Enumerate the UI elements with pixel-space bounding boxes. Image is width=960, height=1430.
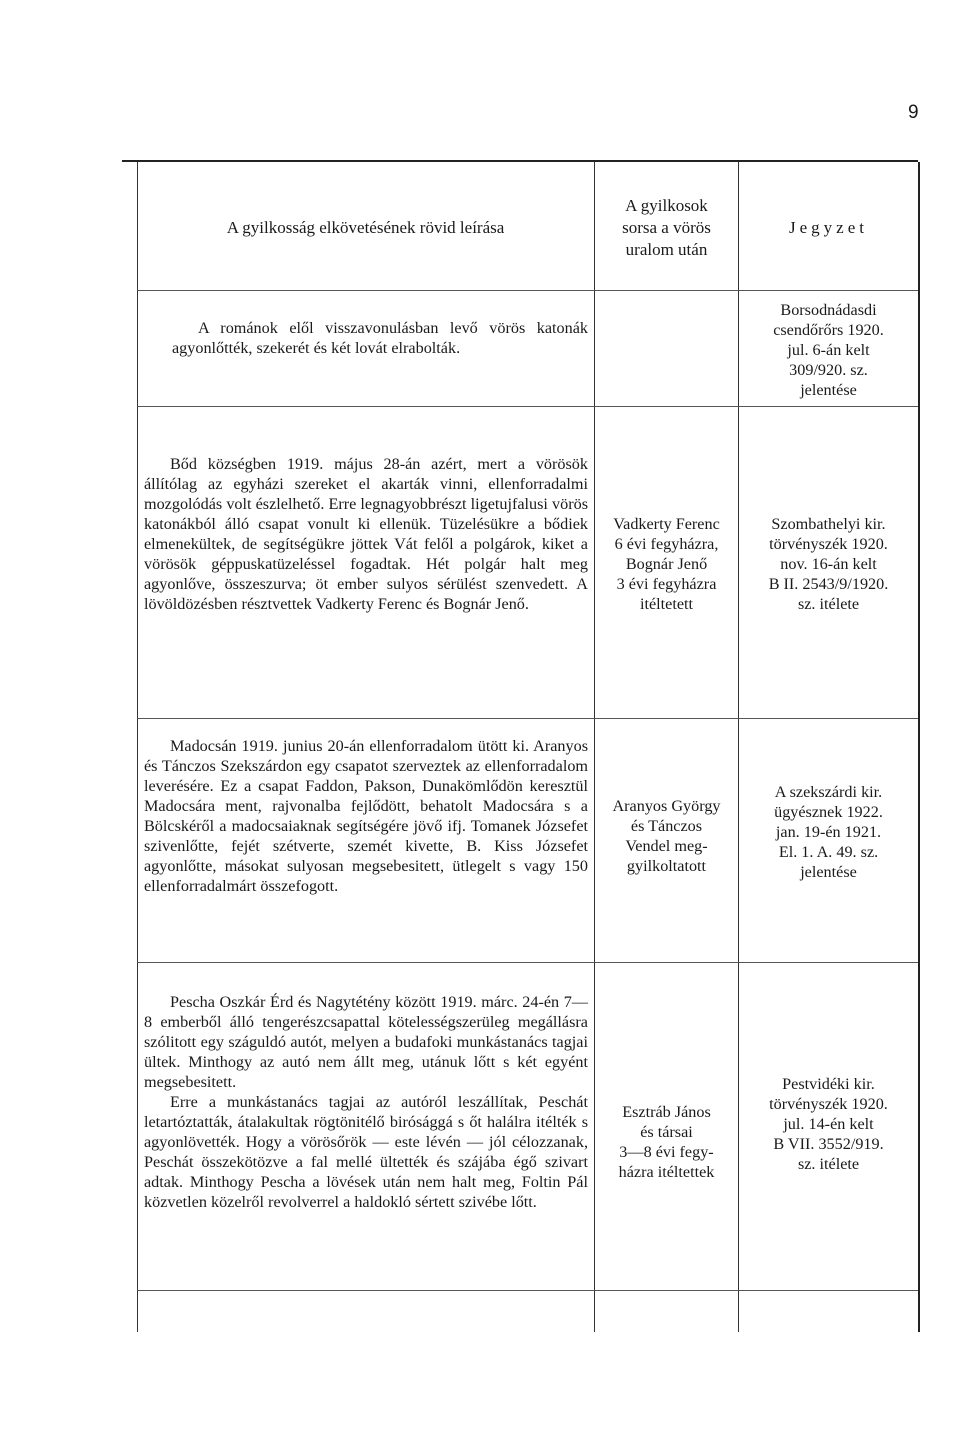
entry-4-notes: Pestvidéki kir. törvényszék 1920. jul. 14-én kelt B VII. 3552/919. sz. itélete (769, 1075, 888, 1173)
row-divider-1 (137, 406, 918, 407)
entry-1-description (172, 318, 588, 358)
entry-2-notes: Szombathelyi kir. törvényszék 1920. nov. 16-án kelt B II. 2543/9/1920. sz. itélete (768, 515, 889, 613)
entry-2-description-paragraph: Bőd községben 1919. május 28-án azért, mert a vörösök állítólag az egyházi szereket el akarták vinni, ellenforradalmi mozgolódás volt észlelhető. Erre legnagyobbrészt ligetujfalusi vörös katonákból álló csapat vonult ki ellenük. Tüzelésükre a bődiek elmenekültek, de segítségükre jöttek Vát felől a polgárok, kiket a vörösök géppuskatüzeléssel fogadtak. Hét polgár halt meg agyonlőve, összeszurva; öt ember sulyos sérülést szenvedett. A lövöldözésben résztvettek Vadkerty Ferenc és Bognár Jenő. (144, 455, 588, 613)
row-divider-2 (137, 718, 918, 719)
column-border-right (918, 162, 920, 1332)
header-fate: A gyilkosok sorsa a vörös uralom után (622, 196, 711, 259)
entry-1-notes: Borsodnádasdi csendőrőrs 1920. jul. 6-án kelt 309/920. sz. jelentése (773, 301, 884, 399)
entry-3-description (144, 736, 588, 896)
murder-records-table (122, 160, 918, 1332)
entry-1-description-paragraph: A románok elől visszavonulásban levő vörös katonák agyonlőtték, szekerét és két lovát elrabolták. (172, 319, 588, 357)
header-notes: Jegyzet (789, 218, 868, 237)
entry-3-notes: A szekszárdi kir. ügyésznek 1922. jan. 19-én 1921. El. 1. A. 49. sz. jelentése (774, 783, 883, 881)
column-border-left (137, 162, 138, 1332)
entry-4-description-paragraph-1: Pescha Oszkár Érd és Nagytétény között 1919. márc. 24-én 7—8 emberből álló tengerészcsapattal kötelességszerüleg megállásra szólitott egy száguldó autót, melyen a budafoki munkástanács tagjai ültek. Minthogy az autó nem állt meg, utánuk lőtt s két egyént megsebesitett. (144, 993, 588, 1091)
header-divider (137, 290, 918, 291)
row-divider-4 (137, 1290, 918, 1291)
entry-2-description (144, 454, 588, 614)
row-divider-3 (137, 962, 918, 963)
page-number: 9 (908, 102, 919, 123)
entry-3-description-paragraph: Madocsán 1919. junius 20-án ellenforradalom ütött ki. Aranyos és Tánczos Szekszárdon egy csapatot szerveztek az ellenforradalom leverésére. Ez a csapat Faddon, Pakson, Dunakömlődön keresztül Madocsára ment, rajvonalba fejlődött, behatolt Madocsára s a Bölcskéről a madocsaiaknak segítségére jövő ifj. Tomanek Józsefet szivenlőtte, fejét szétverte, szemét kivette, B. Kiss Józsefet agyonlőtte, másokat sulyosan megsebesitett, ütlegelt s vagy 150 ellenforradalmárt összefogott. (144, 737, 588, 895)
entry-4-description (144, 992, 588, 1212)
header-description: A gyilkosság elkövetésének rövid leírása (226, 218, 505, 237)
entry-2-fate: Vadkerty Ferenc 6 évi fegyházra, Bognár Jenő 3 évi fegyházra itéltetett (613, 515, 720, 613)
entry-4-fate: Esztráb János és társai 3—8 évi fegy- házra itéltettek (618, 1103, 715, 1181)
entry-3-fate: Aranyos György és Tánczos Vendel meg- gyilkoltatott (612, 797, 721, 875)
entry-4-description-paragraph-2: Erre a munkástanács tagjai az autóról leszállítak, Peschát letartóztatták, átalakultak rögtönitélő birósággá s őt halálra itélték s agyonlövették. Hogy a vörösőrök — este lévén — jól célozzanak, Peschát összekötözve a fal mellé ültették és szájába égő szivart adtak. Minthogy Pescha a lövések után nem halt meg, Foltin Pál közvetlen közelről revolverrel a haldokló sértett szivébe lőtt. (144, 1093, 588, 1211)
